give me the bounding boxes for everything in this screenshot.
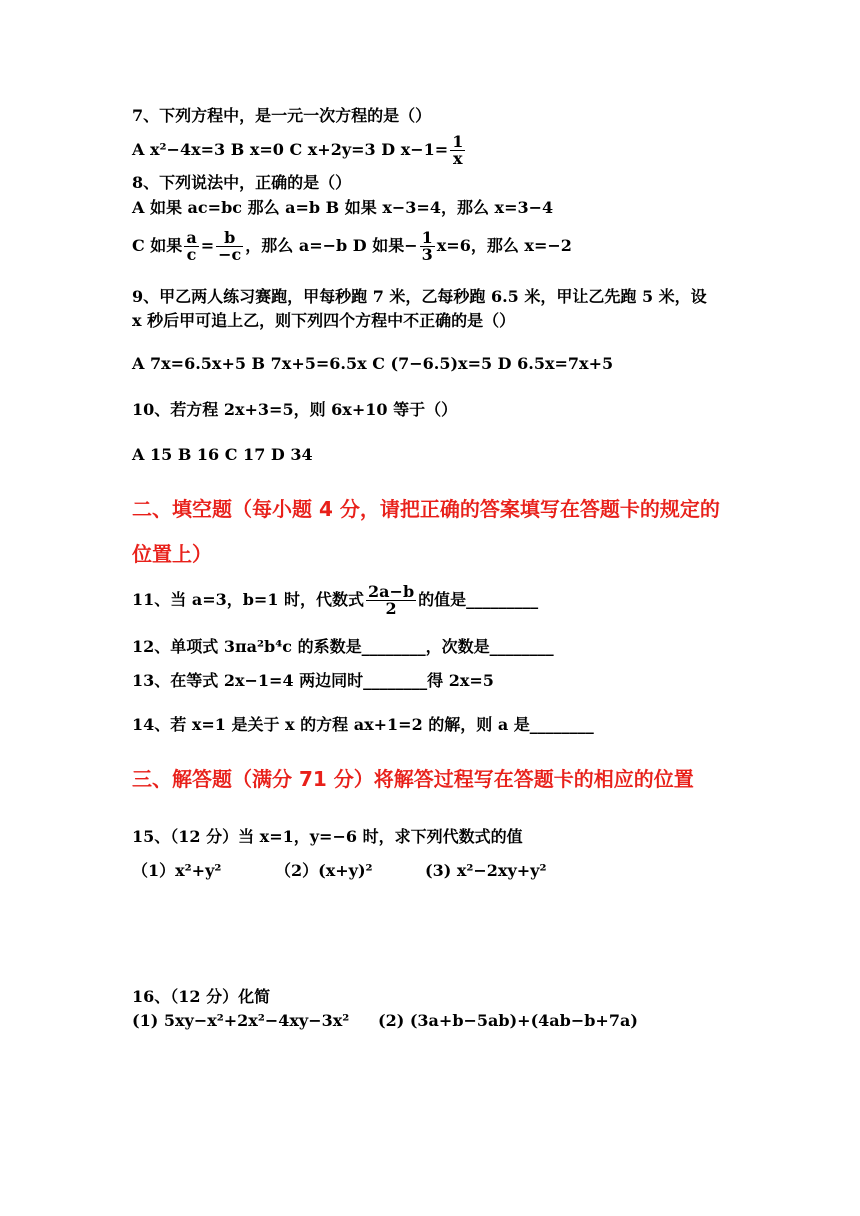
question-15-part-3: (3) x²−2xy+y²: [425, 861, 547, 880]
question-8-options-line2: C 如果 $\frac{a}{c}$ = $\frac{b}{-c}$ ，那么 a=−b D 如果− $\frac{1}{3}$ x=6，那么 x=−2: [132, 228, 572, 264]
question-7-options-text: A x²−4x=3 B x=0 C x+2y=3 D x−1=: [132, 140, 449, 159]
fraction: $\frac{1}{x}$: [452, 132, 464, 168]
question-7-stem: 7、下列方程中，是一元一次方程的是（）: [132, 106, 432, 125]
question-12: 12、单项式 3πa²b⁴c 的系数是________，次数是________: [132, 637, 554, 656]
fraction: $\frac{a}{c}$: [186, 228, 197, 264]
question-16-part-1: (1) 5xy−x²+2x²−4xy−3x²: [132, 1011, 350, 1030]
question-8-options-line1: A 如果 ac=bc 那么 a=b B 如果 x−3=4，那么 x=3−4: [132, 198, 554, 217]
question-11: 11、当 a=3，b=1 时，代数式 $\frac{2a-b}{2}$ 的值是_________: [132, 582, 539, 618]
section-2-title-line2: 位置上）: [132, 542, 212, 566]
question-9-options: A 7x=6.5x+5 B 7x+5=6.5x C (7−6.5)x=5 D 6.5x=7x+5: [132, 354, 614, 373]
question-16-part-2: (2) (3a+b−5ab)+(4ab−b+7a): [378, 1011, 638, 1030]
question-7-options: [132, 134, 467, 167]
fraction: $\frac{2a-b}{2}$: [368, 582, 415, 618]
question-16-stem: 16、（12 分）化简: [132, 987, 271, 1006]
question-9-stem-line1: 9、甲乙两人练习赛跑，甲每秒跑 7 米，乙每秒跑 6.5 米，甲让乙先跑 5 米，设: [132, 287, 707, 306]
question-8-stem: 8、下列说法中，正确的是（）: [132, 173, 352, 192]
question-9-stem-line2: x 秒后甲可追上乙，则下列四个方程中不正确的是（）: [132, 311, 516, 330]
question-14: 14、若 x=1 是关于 x 的方程 ax+1=2 的解，则 a 是________: [132, 715, 594, 734]
question-10-stem: 10、若方程 2x+3=5，则 6x+10 等于（）: [132, 400, 458, 419]
fraction: $\frac{b}{-c}$: [218, 228, 242, 264]
question-10-options: A 15 B 16 C 17 D 34: [132, 445, 313, 464]
fraction: $\frac{1}{3}$: [421, 228, 433, 264]
question-15-part-2: （2）(x+y)²: [275, 861, 373, 880]
section-2-title-line1: 二、填空题（每小题 4 分，请把正确的答案填写在答题卡的规定的: [132, 497, 720, 521]
question-15-part-1: （1）x²+y²: [132, 861, 222, 880]
section-3-title: 三、解答题（满分 71 分）将解答过程写在答题卡的相应的位置: [132, 767, 694, 791]
question-13: 13、在等式 2x−1=4 两边同时________得 2x=5: [132, 671, 494, 690]
question-15-stem: 15、（12 分）当 x=1，y=−6 时，求下列代数式的值: [132, 827, 523, 846]
